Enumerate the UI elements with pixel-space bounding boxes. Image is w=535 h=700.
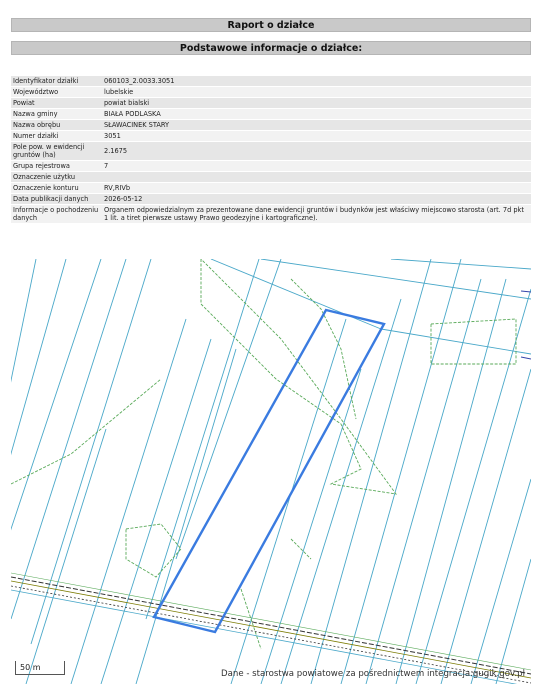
field-label: Informacje o pochodzeniu danych — [11, 205, 102, 224]
field-label: Identyfikator działki — [11, 76, 102, 87]
table-row — [11, 161, 531, 172]
field-label: Województwo — [11, 87, 102, 98]
field-value: 060103_2.0033.3051 — [102, 76, 531, 87]
road-lines — [11, 573, 531, 684]
field-value: RV,RIVb — [102, 183, 531, 194]
scale-bar — [15, 661, 65, 675]
field-value: BIAŁA PODLASKA — [102, 109, 531, 120]
table-row — [11, 142, 531, 161]
parcel-boundary-lines — [11, 259, 531, 684]
field-label: Nazwa obrębu — [11, 120, 102, 131]
table-row — [11, 76, 531, 87]
report-title: Raport o działce — [11, 18, 531, 32]
parcel-info-table — [11, 76, 531, 224]
field-value: Organem odpowiedzialnym za prezentowane dane ewidencji gruntów i budynków jest właściwy miejscowo starosta (art. 7d pkt 1 lit. a tiret pierwsze ustawy Prawo geodezyjne i kartograficzne). — [102, 205, 531, 224]
table-row — [11, 120, 531, 131]
field-value: lubelskie — [102, 87, 531, 98]
data-credit: Dane - starostwa powiatowe za pośrednictwem integracja.gugik.gov.pl — [221, 669, 525, 679]
field-label: Pole pow. w ewidencji gruntów (ha) — [11, 142, 102, 161]
field-value: SŁAWACINEK STARY — [102, 120, 531, 131]
map-canvas — [11, 259, 531, 684]
field-value: 7 — [102, 161, 531, 172]
field-label: Oznaczenie użytku — [11, 172, 102, 183]
scale-label: 50 m — [20, 663, 41, 672]
field-value: powiat bialski — [102, 98, 531, 109]
field-label: Numer działki — [11, 131, 102, 142]
section-title: Podstawowe informacje o działce: — [11, 41, 531, 55]
field-value — [102, 172, 531, 183]
table-row — [11, 87, 531, 98]
field-label: Oznaczenie konturu — [11, 183, 102, 194]
field-value: 2.1675 — [102, 142, 531, 161]
table-row — [11, 109, 531, 120]
table-row — [11, 98, 531, 109]
land-use-contours — [11, 259, 516, 649]
parcel-map[interactable] — [11, 259, 531, 684]
edge-marks — [521, 291, 531, 359]
field-value: 2026-05-12 — [102, 194, 531, 205]
table-row — [11, 172, 531, 183]
field-label: Nazwa gminy — [11, 109, 102, 120]
table-row — [11, 205, 531, 224]
table-row — [11, 183, 531, 194]
field-value: 3051 — [102, 131, 531, 142]
table-row — [11, 194, 531, 205]
table-row — [11, 131, 531, 142]
selected-parcel-outline[interactable] — [154, 310, 384, 632]
field-label: Grupa rejestrowa — [11, 161, 102, 172]
field-label: Data publikacji danych — [11, 194, 102, 205]
field-label: Powiat — [11, 98, 102, 109]
